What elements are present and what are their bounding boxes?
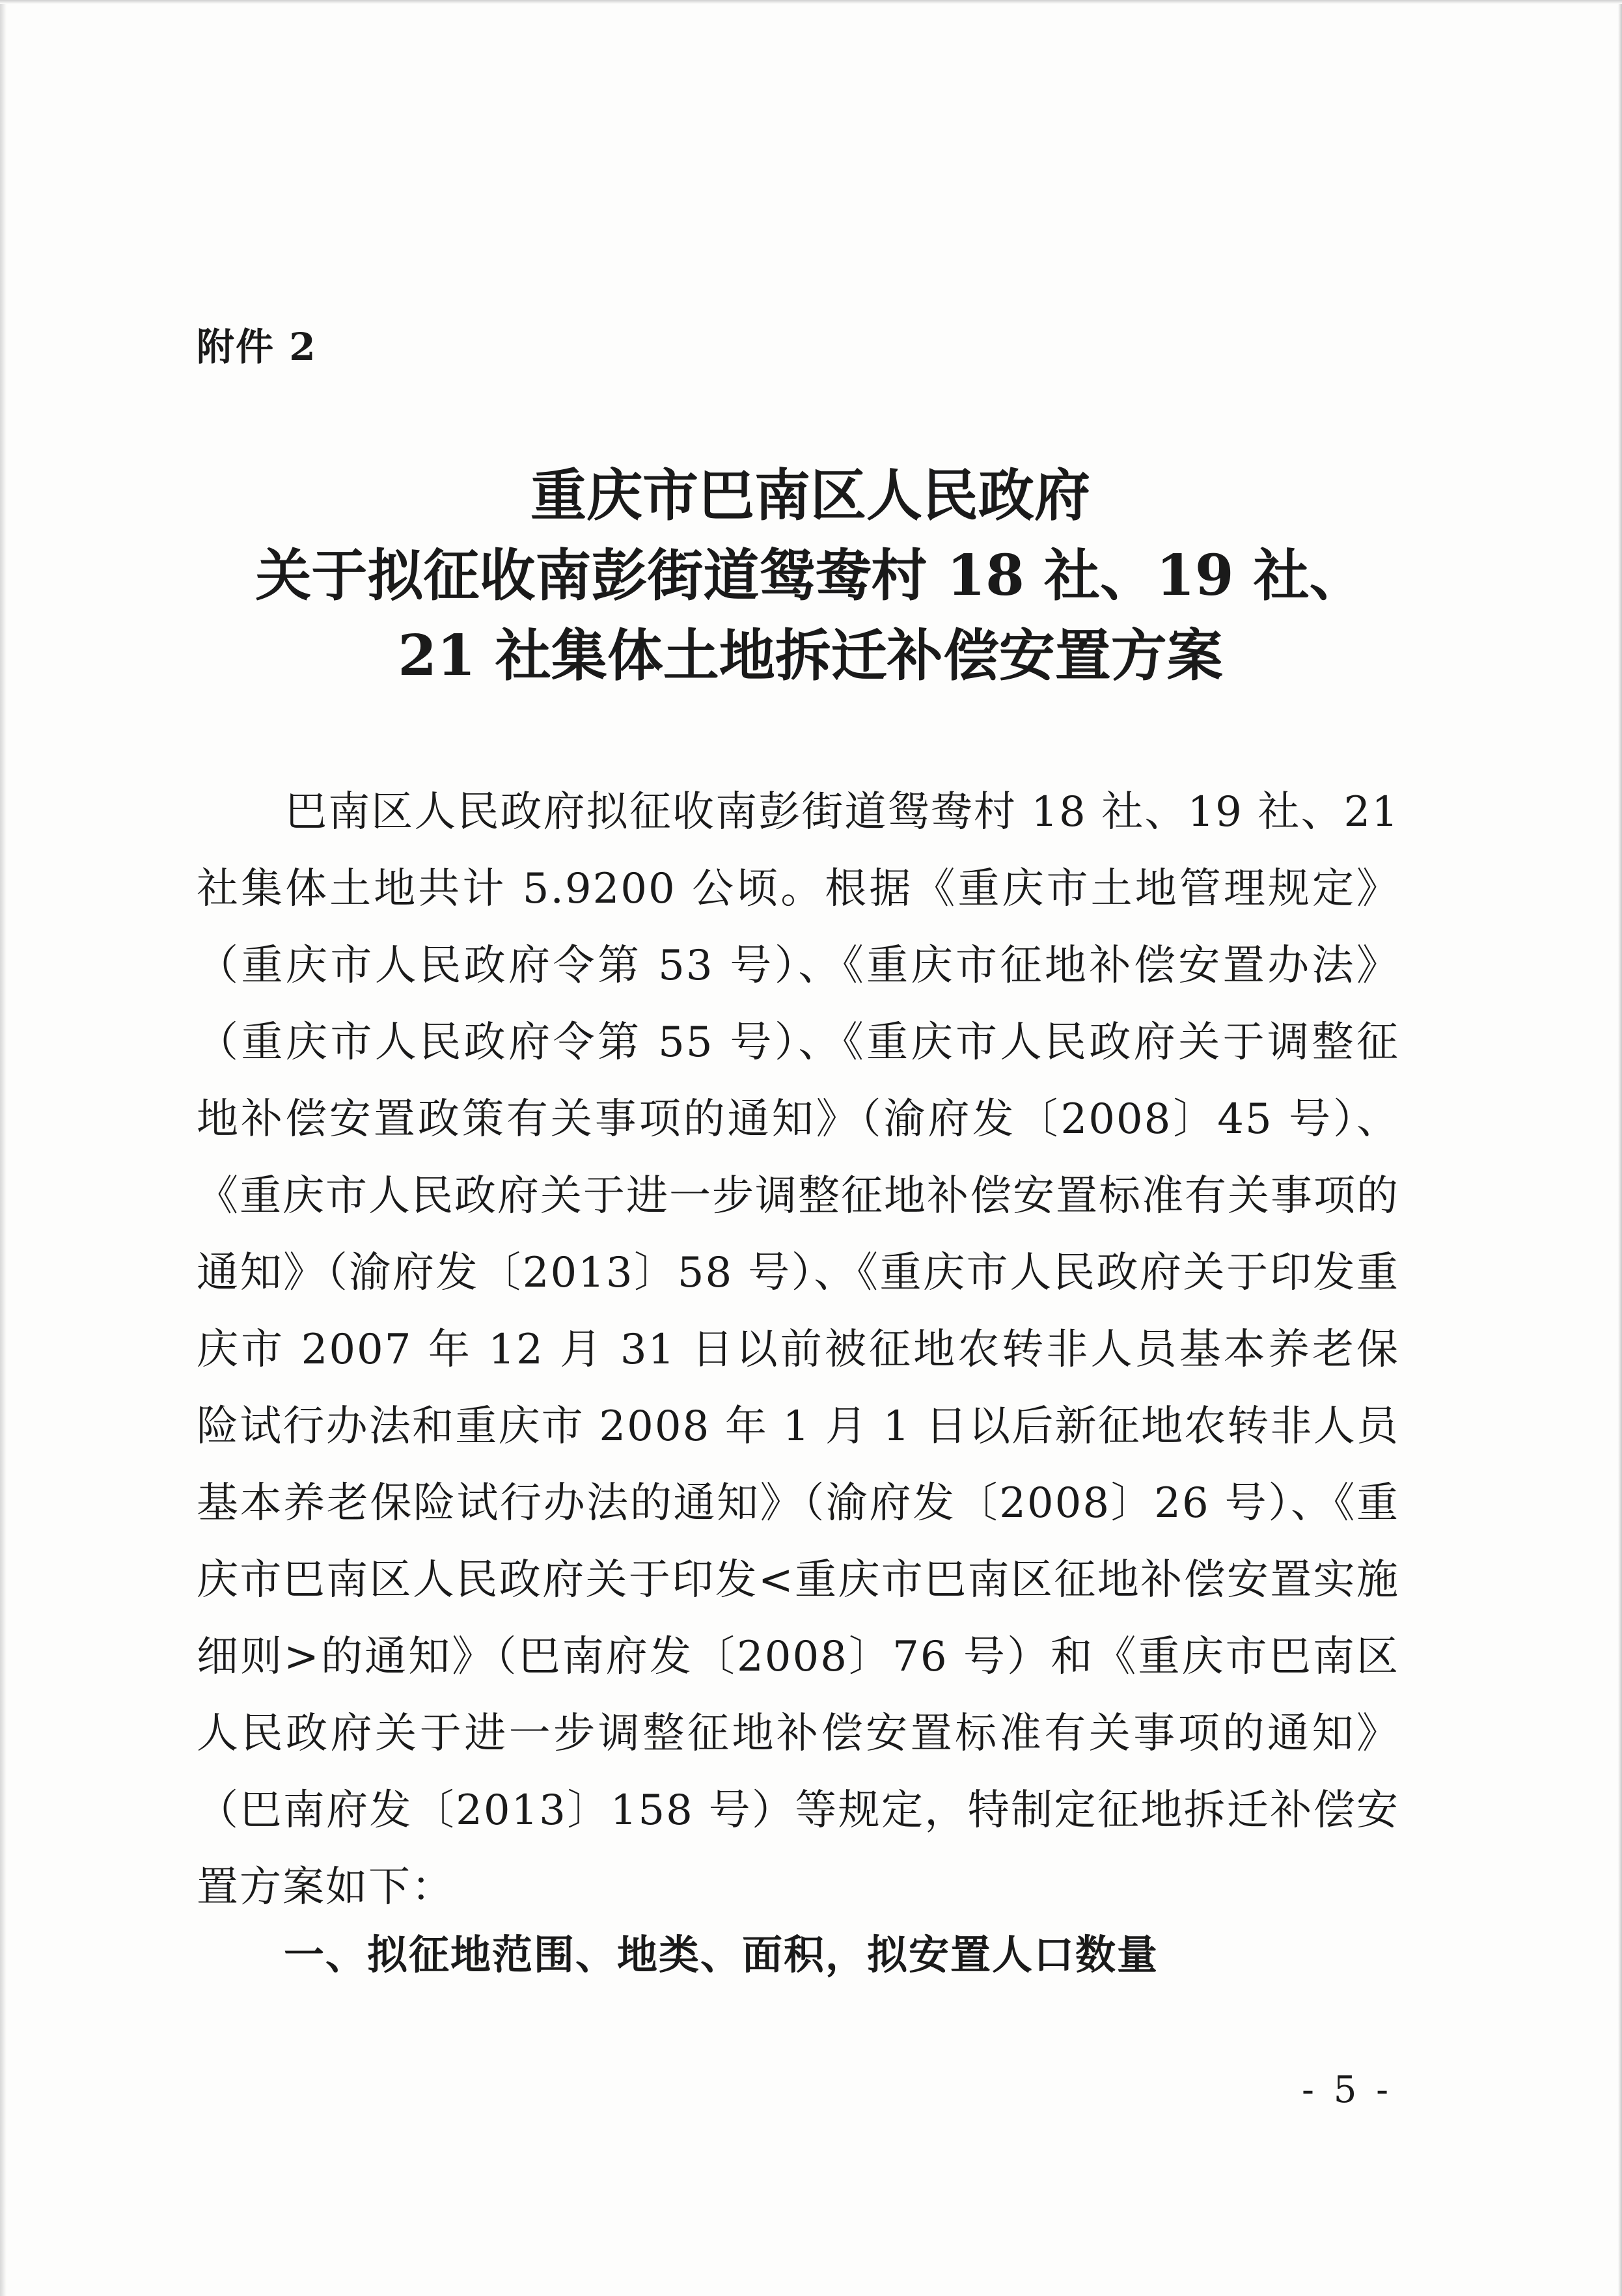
page-number: - 5 - xyxy=(1302,2069,1393,2111)
document-title xyxy=(163,456,1458,696)
title-line-3: 21 社集体土地拆迁补偿安置方案 xyxy=(398,623,1223,689)
scan-edge-left xyxy=(0,0,7,2296)
title-line-2: 关于拟征收南彭街道鸳鸯村 18 社、19 社、 xyxy=(255,543,1366,608)
section-heading: 一、拟征地范围、地类、面积，拟安置人口数量 xyxy=(284,1931,1159,1978)
scan-edge-top xyxy=(0,0,1622,4)
body-paragraph: 巴南区人民政府拟征收南彭街道鸳鸯村 18 社、19 社、21 社集体土地共计 5.9200 公顷。根据《重庆市土地管理规定》（重庆市人民政府令第 53 号）、《重庆市征地补偿安置办法》（重庆市人民政府令第 55 号）、《重庆市人民政府关于调整征地补偿安置政策有关事项的通知》（渝府发〔2008〕45 号）、《重庆市人民政府关于进一步调整征地补偿安置标准有关事项的通知》（渝府发〔2013〕58 号）、《重庆市人民政府关于印发重庆市 2007 年 12 月 31 日以前被征地农转非人员基本养老保险试行办法和重庆市 2008 年 1 月 1 日以后新征地农转非人员基本养老保险试行办法的通知》（渝府发〔2008〕26 号）、《重庆市巴南区人民政府关于印发<重庆市巴南区征地补偿安置实施细则>的通知》（巴南府发〔2008〕76 号）和《重庆市巴南区人民政府关于进一步调整征地补偿安置标准有关事项的通知》（巴南府发〔2013〕158 号）等规定，特制定征地拆迁补偿安置方案如下： xyxy=(197,788,1399,1911)
scan-edge-right xyxy=(1618,0,1622,2296)
attachment-label: 附件 2 xyxy=(197,325,317,369)
title-line-1: 重庆市巴南区人民政府 xyxy=(530,463,1090,528)
